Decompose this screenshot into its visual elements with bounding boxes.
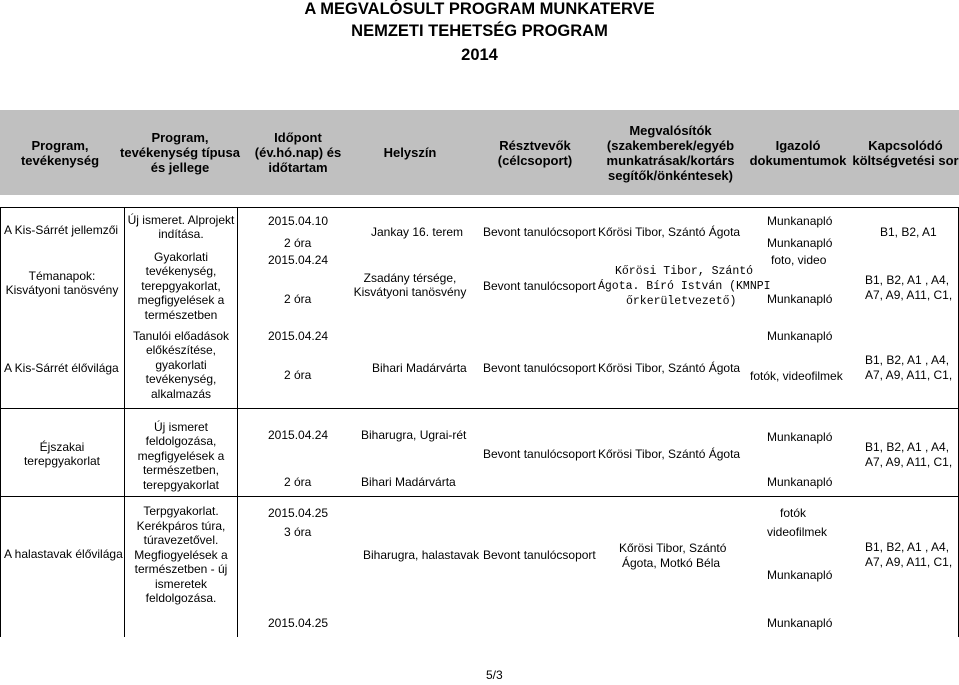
document: Munkanapló bbox=[767, 236, 833, 250]
grid-line bbox=[237, 207, 238, 637]
implementers: Kőrösi Tibor, Szántó Ágota bbox=[598, 447, 741, 461]
document: Munkanapló bbox=[767, 329, 833, 343]
duration: 2 óra bbox=[284, 292, 312, 306]
implementers: Ágota, Motkó Béla bbox=[622, 556, 721, 570]
place: Biharugra, Ugrai-rét bbox=[361, 428, 467, 442]
header-implementers: Megvalósítók (szakemberek/egyéb munkatrásak/kortárs segítők/önkéntesek) bbox=[606, 122, 735, 183]
grid-line bbox=[0, 207, 959, 208]
title-line-2: NEMZETI TEHETSÉG PROGRAM bbox=[351, 22, 608, 40]
date: 2015.04.24 bbox=[268, 428, 329, 442]
implementers: Kőrösi Tibor, Szántó bbox=[615, 265, 754, 278]
date: 2015.04.25 bbox=[268, 506, 329, 520]
participants: Bevont tanulócsoport bbox=[483, 447, 596, 461]
title-line-3: 2014 bbox=[461, 46, 498, 64]
document: Munkanapló bbox=[767, 214, 833, 228]
implementers: Ágota. Bíró István (KMNPI bbox=[598, 280, 771, 293]
grid-line bbox=[0, 496, 959, 497]
program-type: Terpgyakorlat. Kerékpáros túra, túravezetővel. Megfiogyelések a természetben - új ismeretek feldolgozása. bbox=[134, 504, 228, 606]
budget: A7, A9, A11, C1, bbox=[865, 555, 953, 569]
program-type: Tanulói előadások előkészítése, gyakorlati tevékenység, alkalmazás bbox=[132, 328, 230, 401]
program-name: A halastavak élővilága bbox=[4, 547, 123, 561]
document: Munkanapló bbox=[767, 568, 833, 582]
implementers: Kőrösi Tibor, Szántó bbox=[619, 541, 727, 555]
grid-line bbox=[0, 408, 959, 409]
duration: 2 óra bbox=[284, 475, 312, 489]
participants: Bevont tanulócsoport bbox=[483, 225, 596, 239]
header-participants: Résztvevők (célcsoport) bbox=[497, 137, 573, 168]
header-type: Program, tevékenység típusa és jellege bbox=[120, 130, 240, 175]
header-date: Időpont (év.hó.nap) és időtartam bbox=[254, 130, 342, 175]
date: 2015.04.24 bbox=[268, 329, 329, 343]
title-line-1: A MEGVALÓSULT PROGRAM MUNKATERVE bbox=[304, 0, 655, 18]
header-program: Program, tevékenység bbox=[20, 137, 100, 168]
date: 2015.04.24 bbox=[268, 253, 329, 267]
place: Jankay 16. terem bbox=[371, 225, 464, 239]
program-name: Éjszakai terepgyakorlat bbox=[23, 439, 101, 468]
participants: Bevont tanulócsoport bbox=[483, 548, 596, 562]
budget: A7, A9, A11, C1, bbox=[865, 368, 953, 382]
date: 2015.04.10 bbox=[268, 214, 329, 228]
participants: Bevont tanulócsoport bbox=[483, 361, 596, 375]
budget: A7, A9, A11, C1, bbox=[865, 288, 953, 302]
budget: B1, B2, A1 , A4, bbox=[865, 273, 950, 287]
budget: B1, B2, A1 bbox=[880, 225, 937, 239]
place: Bihari Madárvárta bbox=[361, 475, 456, 489]
program-name: Témanapok: Kisvátyoni tanösvény bbox=[5, 268, 119, 297]
program-name: A Kis-Sárrét élővilága bbox=[4, 361, 119, 375]
table-header bbox=[0, 110, 959, 195]
place: Bihari Madárvárta bbox=[372, 361, 467, 375]
duration: 3 óra bbox=[284, 525, 312, 539]
date: 2015.04.25 bbox=[268, 616, 329, 630]
document: fotók, videofilmek bbox=[750, 369, 843, 383]
document: Munkanapló bbox=[767, 292, 833, 306]
header-docs: Igazoló dokumentumok bbox=[749, 137, 847, 168]
implementers: Kőrösi Tibor, Szántó Ágota bbox=[598, 361, 741, 375]
header-budget: Kapcsolódó költségvetési sor bbox=[852, 137, 959, 168]
place: Zsadány térsége, Kisvátyoni tanösvény bbox=[353, 270, 467, 299]
budget: A7, A9, A11, C1, bbox=[865, 455, 953, 469]
budget: B1, B2, A1 , A4, bbox=[865, 440, 950, 454]
duration: 2 óra bbox=[284, 368, 312, 382]
budget: B1, B2, A1 , A4, bbox=[865, 353, 950, 367]
program-type: Új ismeret. Alprojekt indítása. bbox=[127, 212, 235, 241]
page-number: 5/3 bbox=[486, 668, 503, 682]
document: Munkanapló bbox=[767, 616, 833, 630]
program-name: A Kis-Sárrét jellemzői bbox=[4, 223, 119, 237]
duration: 2 óra bbox=[284, 236, 312, 250]
document: foto, video bbox=[771, 253, 827, 267]
place: Biharugra, halastavak bbox=[363, 548, 480, 562]
implementers: Kőrösi Tibor, Szántó Ágota bbox=[598, 225, 741, 239]
document: Munkanapló bbox=[767, 475, 833, 489]
document: Munkanapló bbox=[767, 430, 833, 444]
participants: Bevont tanulócsoport bbox=[483, 279, 596, 293]
header-place: Helyszín bbox=[383, 145, 437, 160]
document: videofilmek bbox=[767, 525, 828, 539]
budget: B1, B2, A1 , A4, bbox=[865, 540, 950, 554]
program-type: Gyakorlati tevékenység, terepgyakorlat, megfigyelések a természetben bbox=[137, 249, 225, 322]
program-type: Új ismeret feldolgozása, megfigyelések a természetben, terepgyakorlat bbox=[137, 419, 225, 492]
implementers: őrkerületvezető) bbox=[626, 295, 737, 308]
document: fotók bbox=[780, 506, 807, 520]
